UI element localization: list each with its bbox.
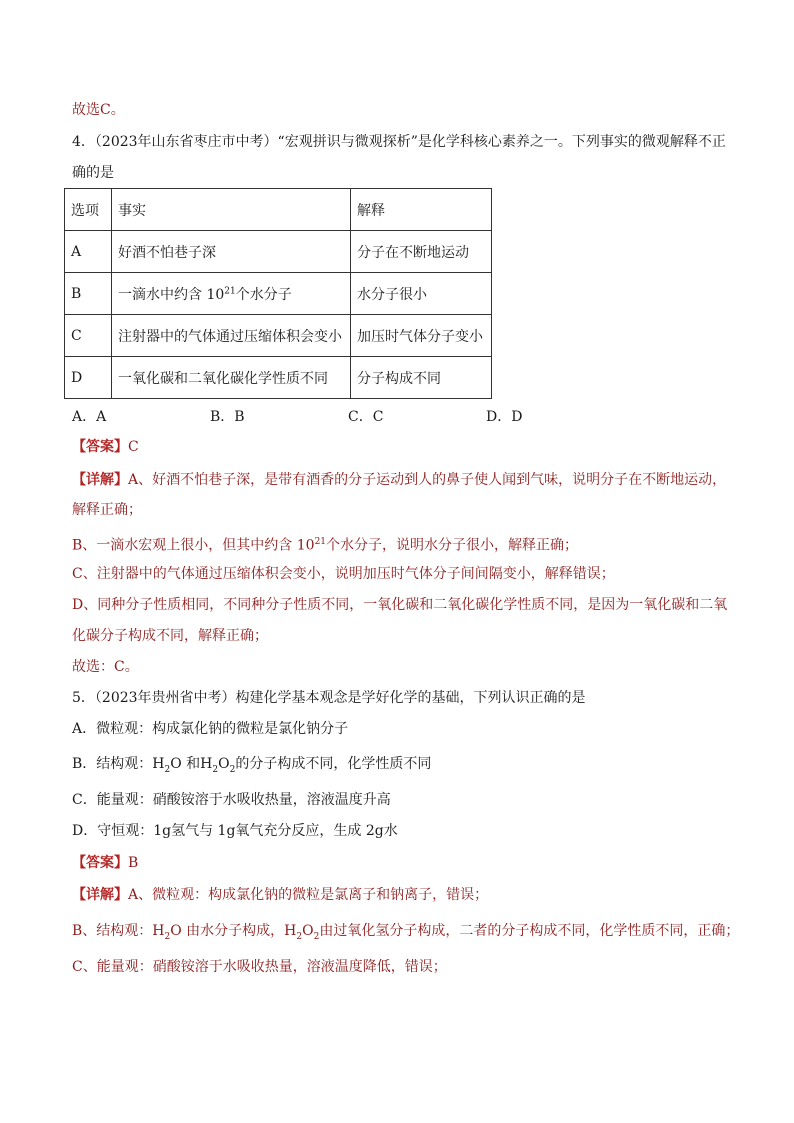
option-text: 的分子构成不同，化学性质不同 [235, 756, 432, 772]
detail-tag: 【详解】 [72, 887, 128, 903]
q4-detail-b [72, 532, 578, 556]
q4-stem-line1: 4．（2023年山东省枣庄市中考）“宏观拼识与微观探析”是化学科核心素养之一。下列事实的微观解释不正 [72, 134, 726, 150]
table-row [65, 315, 492, 357]
q4-option-b: B．B [210, 409, 245, 425]
subscript: 2 [229, 764, 236, 775]
table-cell [112, 273, 351, 315]
q5-stem: 5．（2023年贵州省中考）构建化学基本观念是学好化学的基础，下列认识正确的是 [72, 690, 586, 706]
detail-text: A、微粒观：构成氯化钠的微粒是氯离子和钠离子，错误； [128, 887, 489, 903]
q5-option-d: D．守恒观：1g氢气与 1g氧气充分反应，生成 2g水 [72, 823, 398, 839]
q5-option-c: C．能量观：硝酸铵溶于水吸收热量，溶液温度升高 [72, 792, 391, 808]
option-text: B．结构观：H [72, 756, 165, 772]
answer-tag: 【答案】 [72, 855, 128, 871]
table-cell: 好酒不怕巷子深 [112, 231, 351, 273]
q5-detail-c: C、能量观：硝酸铵溶于水吸收热量，溶液温度降低，错误； [72, 959, 447, 975]
table-header-row [65, 189, 492, 231]
table-row [65, 273, 492, 315]
q5-answer [72, 853, 138, 873]
detail-tag: 【详解】 [72, 472, 128, 488]
detail-text: 由过氧化氢分子构成，二者的分子构成不同，化学性质不同，正确； [319, 923, 740, 939]
table-cell: 一氧化碳和二氧化碳化学性质不同 [112, 357, 351, 399]
superscript: 21 [224, 285, 236, 296]
table-cell: C [65, 315, 112, 357]
q4-answer [72, 437, 139, 457]
subscript: 2 [212, 764, 219, 775]
detail-text: B、结构观：H [72, 923, 165, 939]
table-row [65, 231, 492, 273]
superscript: 21 [314, 537, 327, 547]
q4-option-a: A．A [72, 409, 107, 425]
table-cell: 分子在不断地运动 [351, 231, 492, 273]
detail-text: B、一滴水宏观上很小，但其中约含 10 [72, 537, 315, 554]
answer-value: C [128, 439, 139, 455]
q5-detail-b [72, 921, 739, 947]
detail-text: 个水分子，说明水分子很小，解释正确； [326, 537, 579, 554]
table-header-cell: 选项 [65, 189, 112, 231]
fact-text: 一滴水中约含 10 [118, 286, 225, 303]
option-text: O [218, 756, 230, 772]
table-cell: A [65, 231, 112, 273]
q4-option-c: C．C [348, 409, 384, 425]
table-cell: 注射器中的气体通过压缩体积会变小 [112, 315, 351, 357]
q4-detail-c: C、注射器中的气体通过压缩体积会变小，说明加压时气体分子间间隔变小，解释错误； [72, 566, 615, 582]
q4-detail-a1 [72, 470, 726, 490]
detail-text: O [302, 923, 314, 939]
answer-tag: 【答案】 [72, 439, 128, 455]
option-text: O 和H [170, 756, 213, 772]
prev-answer: 故选C。 [72, 102, 125, 118]
table-header-cell: 解释 [351, 189, 492, 231]
table-cell: 加压时气体分子变小 [351, 315, 492, 357]
subscript: 2 [313, 931, 320, 942]
subscript: 2 [164, 764, 171, 775]
table-cell: D [65, 357, 112, 399]
table-cell: B [65, 273, 112, 315]
q4-option-d: D．D [486, 409, 523, 425]
detail-text: A、好酒不怕巷子深，是带有酒香的分子运动到人的鼻子使人闻到气味，说明分子在不断地运动， [128, 472, 727, 488]
q5-option-a: A．微粒观：构成氯化钠的微粒是氯化钠分子 [72, 721, 349, 737]
detail-text: O 由水分子构成，H [170, 923, 297, 939]
fact-text: 个水分子 [235, 286, 292, 303]
answer-value: B [128, 855, 139, 871]
subscript: 2 [164, 931, 171, 942]
table-row [65, 357, 492, 399]
q4-detail-a2: 解释正确； [72, 502, 142, 518]
table-cell: 水分子很小 [351, 273, 492, 315]
table-cell: 分子构成不同 [351, 357, 492, 399]
q4-detail-d1: D、同种分子性质相同，不同种分子性质不同，一氧化碳和二氧化碳化学性质不同，是因为一氧化碳和二氧 [72, 597, 728, 613]
q5-option-b [72, 754, 431, 780]
q4-detail-d2: 化碳分子构成不同，解释正确； [72, 628, 268, 644]
q4-stem-line2: 确的是 [72, 165, 114, 181]
q4-facts-table [64, 188, 492, 399]
subscript: 2 [296, 931, 303, 942]
q5-detail-a [72, 885, 488, 905]
q4-conclusion: 故选：C。 [72, 659, 139, 675]
table-header-cell: 事实 [112, 189, 351, 231]
